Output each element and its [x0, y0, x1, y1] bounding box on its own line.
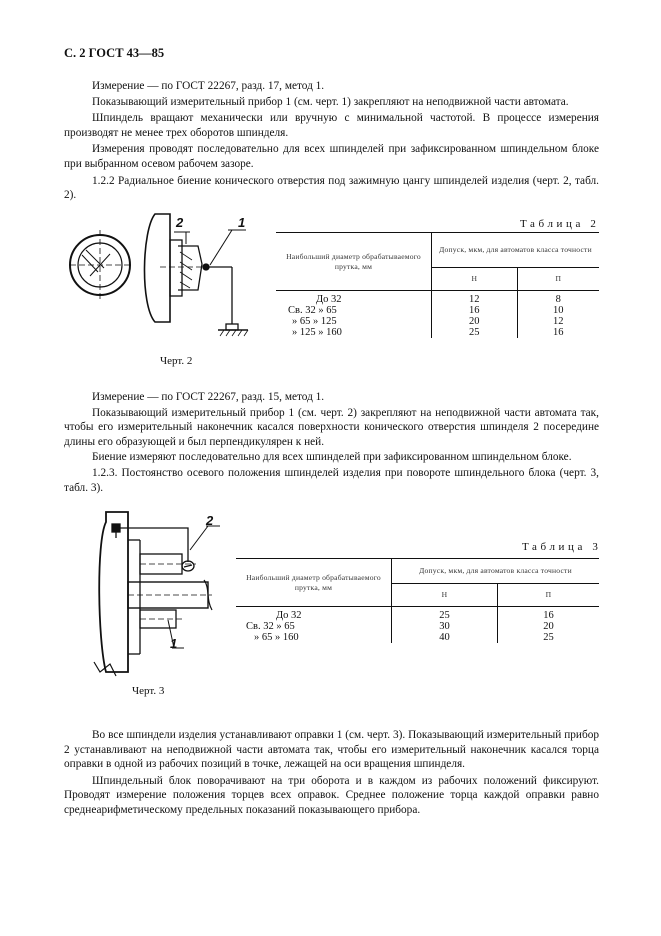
bottom-text-block [64, 728, 599, 818]
figure-2-callout-1: 1 [238, 215, 246, 230]
table-3-group-header: Допуск, мкм, для автоматов класса точности [392, 559, 600, 584]
indicator-stand [203, 264, 248, 336]
figure-3-callout-1: 1 [170, 636, 178, 651]
figure-2-drawing [60, 210, 270, 360]
paragraph: Шпиндель вращают механически или вручную с минимальной частотой. В процессе измерения производят не менее трех оборотов шпинделя. [64, 112, 599, 139]
paragraph: 1.2.3. Постоянство осевого положения шпинделей изделия при повороте шпиндельного блока (черт. 3, табл. 3). [64, 466, 599, 494]
table-2-diameter: Св. 32 » 65 [288, 305, 337, 316]
table-3-grid [236, 558, 599, 643]
table-row [276, 327, 599, 338]
paragraph: 1.2.2 Радиальное биение конического отверстия под зажимную цангу шпинделей изделия (черт. 2, табл. 2). [64, 174, 599, 202]
table-row [276, 291, 599, 306]
paragraph: Измерение — по ГОСТ 22267, разд. 15, метод 1. [92, 391, 325, 403]
table-3-diameter: До 32 [276, 610, 302, 621]
table-3-diameter: Св. 32 » 65 [246, 621, 295, 632]
table-3-p-value: 25 [543, 632, 554, 643]
table-2-diameter: До 32 [316, 294, 342, 305]
table-3-class-p-header: П [498, 584, 599, 607]
table-2-n-value: 12 [432, 291, 518, 306]
paragraph: Измерение — по ГОСТ 22267, разд. 17, метод 1. [92, 80, 325, 92]
table-2-p-value: 8 [555, 294, 561, 305]
table-2-p-value: 12 [553, 316, 564, 327]
table-2-grid [276, 232, 599, 338]
table-3-p-value: 20 [543, 621, 554, 632]
leader-lines [168, 526, 220, 648]
table-2-title: Таблица 2 [520, 218, 600, 230]
table-2-col1-header: Наибольший диаметр обрабатываемого прутка, мм [276, 233, 432, 291]
table-2-class-p-header: П [517, 268, 599, 291]
paragraph: Показывающий измерительный прибор 1 (см. черт. 2) закрепляют на неподвижной части автомата так, чтобы его измерительный наконечник касался поверхности конического отверстия шпинделя 2 посередине длины его образующей и был перпендикулярен к ней. [64, 406, 599, 448]
figure-2-caption: Черт. 2 [160, 355, 193, 367]
figure-3-callout-2: 2 [206, 513, 214, 528]
paragraph: Биение измеряют последовательно для всех шпинделей при зафиксированном шпиндельном блоке. [92, 451, 572, 464]
paragraph: Показывающий измерительный прибор 1 (см. черт. 1) закрепляют на неподвижной части автомата. [92, 95, 569, 108]
table-3 [236, 558, 599, 643]
figure-2-callout-2: 2 [176, 215, 184, 230]
table-3-n-value: 40 [392, 632, 498, 643]
table-2-group-header: Допуск, мкм, для автоматов класса точности [432, 233, 600, 268]
table-3-n-value: 25 [392, 607, 498, 622]
table-2-n-value: 20 [432, 316, 518, 327]
lower-mandrel [140, 610, 184, 628]
page-header: С. 2 ГОСТ 43—85 [64, 46, 165, 60]
spindle-block-section [94, 512, 140, 676]
paragraph: Во все шпиндели изделия устанавливают оправки 1 (см. черт. 3). Показывающий измерительный прибор 2 устанавливают на неподвижной части автомата так, чтобы его измерительный наконечник касался торца оправки в одной из рабочих позиций в точке, лежащей на оси вращения шпинделя. [64, 729, 599, 771]
middle-text-block [64, 390, 599, 495]
figure-3-caption: Черт. 3 [132, 685, 165, 697]
table-row [236, 607, 599, 622]
paragraph: Шпиндельный блок поворачивают на три оборота и в каждом из рабочих положений фиксируют. Проводят измерение положения торцев всех оправок. Среднее положение торца каждой оправки равно среднеарифметическому предельных показаний показывающего прибора. [64, 774, 599, 816]
table-row [236, 632, 599, 643]
table-2-class-n-header: Н [432, 268, 518, 291]
spindle-bore-circle [70, 230, 132, 302]
top-text-block [64, 79, 599, 203]
table-3-p-value: 16 [543, 610, 554, 621]
table-2-p-value: 16 [553, 327, 564, 338]
table-3-col1-header: Наибольший диаметр обрабатываемого прутка, мм [236, 559, 392, 607]
table-row [276, 305, 599, 316]
table-3-title: Таблица 3 [522, 541, 602, 553]
paragraph: Измерения проводят последовательно для всех шпинделей при зафиксированном шпиндельном блоке при выбранном осевом рабочем зазоре. [64, 143, 599, 170]
table-3-n-value: 30 [392, 621, 498, 632]
table-2-diameter: » 125 » 160 [292, 327, 342, 338]
table-3-class-n-header: Н [392, 584, 498, 607]
leader-lines [174, 230, 246, 265]
table-2-diameter: » 65 » 125 [292, 316, 337, 327]
table-2-n-value: 25 [432, 327, 518, 338]
table-2-p-value: 10 [553, 305, 564, 316]
table-3-diameter: » 65 » 160 [254, 632, 299, 643]
figure-3-drawing [88, 512, 228, 682]
table-2-n-value: 16 [432, 305, 518, 316]
table-2 [276, 232, 599, 338]
table-row [276, 316, 599, 327]
table-row [236, 621, 599, 632]
